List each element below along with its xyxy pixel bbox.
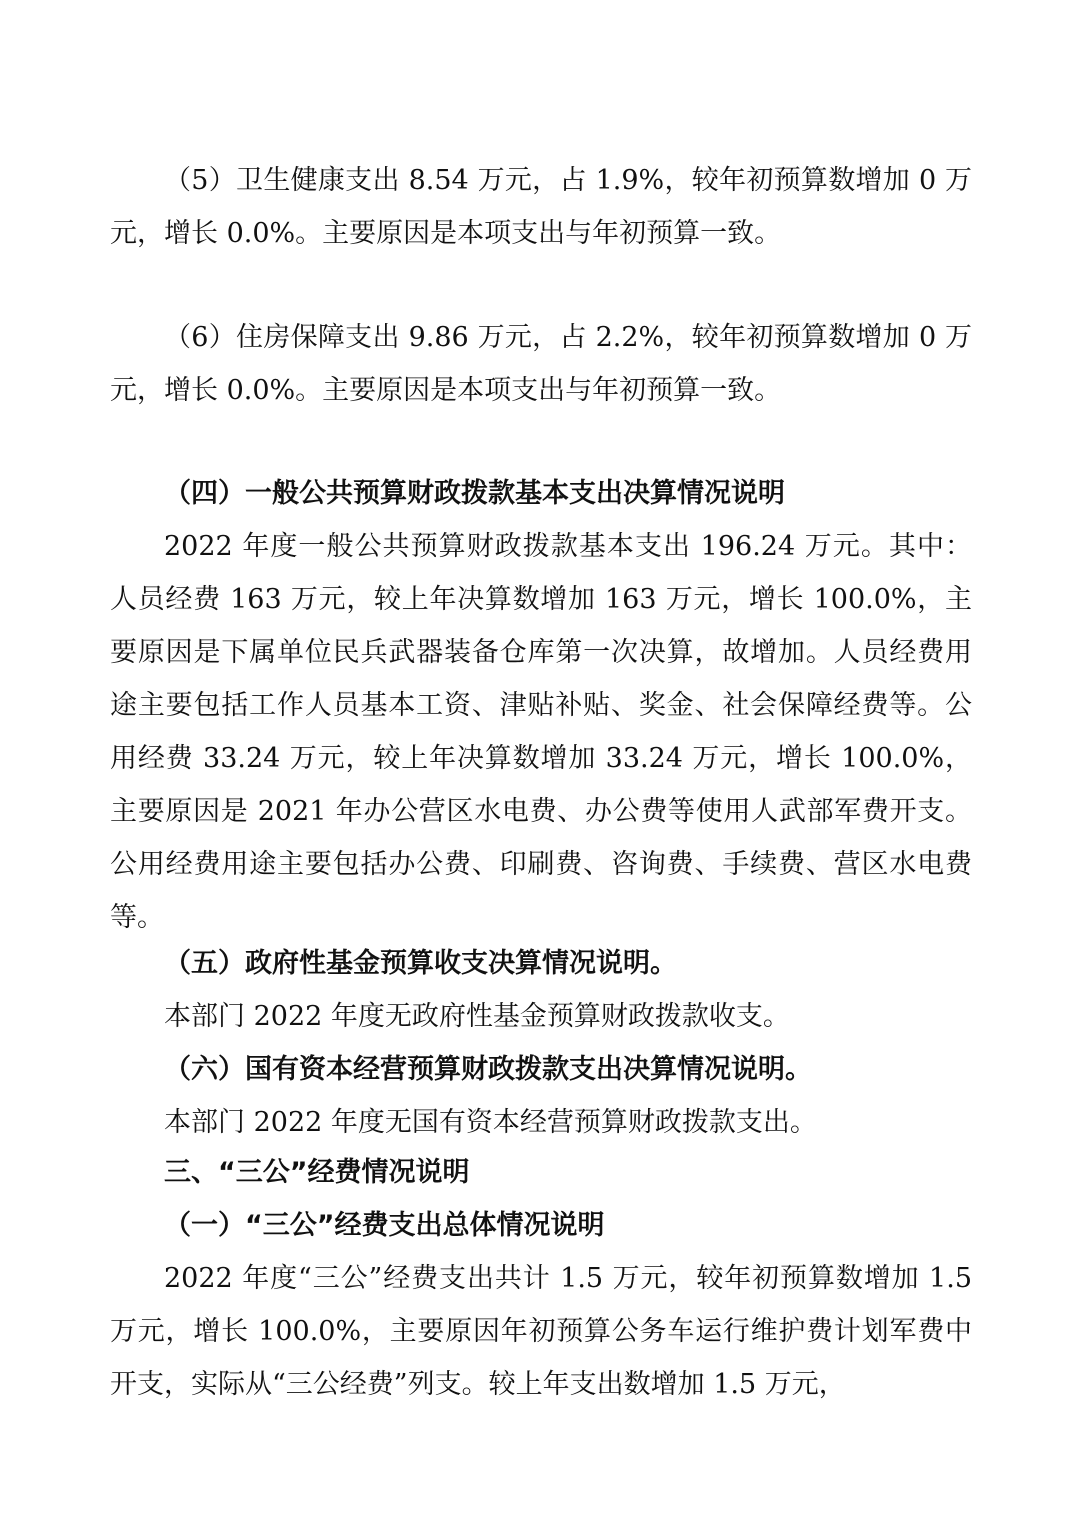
- paragraph-state-capital: 本部门 2022 年度无国有资本经营预算财政拨款支出。: [164, 1107, 817, 1138]
- paragraph-housing-expenditure: （6）住房保障支出 9.86 万元，占 2.2%，较年初预算数增加 0 万元，增长 0.0%。主要原因是本项支出与年初预算一致。: [110, 322, 972, 406]
- paragraph-basic-expenditure: 2022 年度一般公共预算财政拨款基本支出 196.24 万元。其中：人员经费 163 万元，较上年决算数增加 163 万元，增长 100.0%，主要原因是下属单位民兵武器装备仓库第一次决算，故增加。人员经费用途主要包括工作人员基本工资、津贴补贴、奖金、社会保障经费等。公用经费 33.24 万元，较上年决算数增加 33.24 万元，增长 100.0%，主要原因是 2021 年办公营区水电费、办公费等使用人武部军费开支。公用经费用途主要包括办公费、印刷费、咨询费、手续费、营区水电费等。: [110, 531, 972, 933]
- section-heading-government-fund: （五）政府性基金预算收支决算情况说明。: [164, 948, 677, 979]
- paragraph-three-public-overall: 2022 年度“三公”经费支出共计 1.5 万元，较年初预算数增加 1.5 万元，增长 100.0%，主要原因年初预算公务车运行维护费计划军费中开支，实际从“三公经费”列支。较上年支出数增加 1.5 万元，: [110, 1263, 972, 1400]
- paragraph-government-fund: 本部门 2022 年度无政府性基金预算财政拨款收支。: [164, 1001, 790, 1032]
- subsection-heading-three-public-overall: （一）“三公”经费支出总体情况说明: [164, 1210, 605, 1241]
- section-heading-basic-expenditure: （四）一般公共预算财政拨款基本支出决算情况说明: [164, 478, 785, 509]
- paragraph-health-expenditure: （5）卫生健康支出 8.54 万元，占 1.9%，较年初预算数增加 0 万元，增长 0.0%。主要原因是本项支出与年初预算一致。: [110, 165, 972, 249]
- section-heading-state-capital: （六）国有资本经营预算财政拨款支出决算情况说明。: [164, 1054, 812, 1085]
- section-heading-three-public: 三、“三公”经费情况说明: [164, 1157, 470, 1188]
